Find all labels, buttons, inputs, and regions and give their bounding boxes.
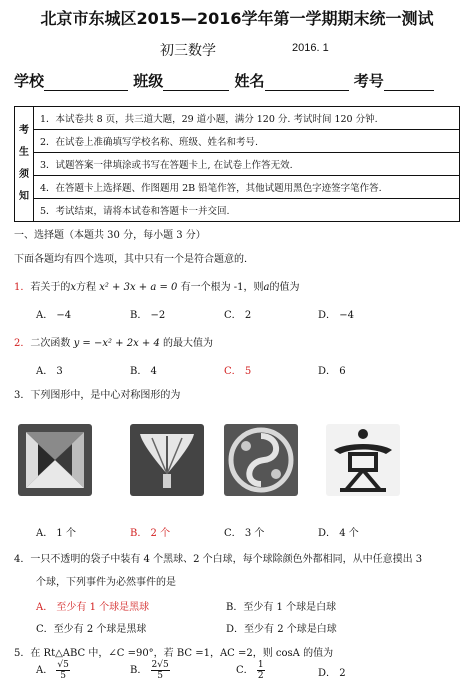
name-label: 姓名: [234, 72, 265, 90]
class-label: 班级: [133, 72, 164, 90]
question-2: [14, 334, 213, 349]
question-4-line-1: 4．一只不透明的袋子中装有 4 个黑球、2 个白球，每个球除颜色外都相同，从中任意摸出 3: [14, 554, 423, 565]
fan-figure: [130, 424, 204, 496]
id-label: 考号: [353, 72, 384, 90]
q2-option-c[interactable]: C． 5: [224, 366, 252, 377]
q5-option-label: C．: [236, 665, 254, 676]
school-label: 学校: [14, 72, 45, 90]
q3-option-a[interactable]: A． 1 个: [36, 528, 76, 539]
class-blank[interactable]: [163, 76, 229, 91]
pagoda-figure: [326, 424, 400, 496]
q2-option-b[interactable]: B． 4: [130, 366, 157, 377]
section-heading: 一、选择题（本题共 30 分，每小题 3 分）: [14, 230, 206, 241]
q2-number: 2．: [14, 338, 31, 349]
q5-fraction: [257, 660, 265, 681]
spiral-figure: [224, 424, 298, 496]
q3-option-d[interactable]: D． 4 个: [318, 528, 359, 539]
question-1: [14, 278, 299, 293]
fraction-numerator: 1: [257, 660, 264, 670]
exam-subject: 初三数学: [160, 43, 216, 59]
question-3: 3．下列图形中，是中心对称图形的为: [14, 390, 181, 401]
q2-text: 的最大值为: [163, 338, 213, 349]
fraction-denominator: 5: [60, 671, 67, 681]
q1-equation: x² + 3x + a = 0: [99, 282, 178, 293]
q2-option-d[interactable]: D． 6: [318, 366, 346, 377]
id-blank[interactable]: [384, 76, 434, 91]
fraction-numerator: 2√5: [151, 660, 169, 670]
q2-text: 二次函数: [30, 338, 71, 349]
student-info-row: [14, 70, 462, 91]
q4-option-b[interactable]: B．至少有 1 个球是白球: [226, 602, 337, 613]
question-4-line-2: 个球，下列事件为必然事件的是: [36, 577, 176, 588]
notice-item: 1．本试卷共 8 页，共三道大题，29 道小题，满分 120 分. 考试时间 120 分钟.: [34, 107, 460, 130]
q2-equation: y = −x² + 2x + 4: [73, 338, 160, 349]
q4-option-a[interactable]: A． 至少有 1 个球是黑球: [36, 602, 150, 613]
fraction-denominator: 5: [157, 671, 163, 681]
question-5: 5．在 Rt△ABC 中，∠C =90°，若 BC =1，AC =2，则 cosA 的值为: [14, 648, 334, 659]
q1-text: 方程: [76, 282, 97, 293]
fraction-numerator: √5: [57, 660, 69, 670]
q5-option-b[interactable]: [130, 660, 170, 681]
q1-text: 若关于的: [30, 282, 71, 293]
q1-option-b[interactable]: B． −2: [130, 310, 166, 321]
exam-notice-table: [14, 106, 460, 222]
name-blank[interactable]: [265, 76, 349, 91]
q1-var-a: a: [263, 282, 270, 293]
q1-var-x: x: [70, 282, 77, 293]
notice-side-char: 知: [19, 191, 29, 202]
notice-side-char: 考: [19, 125, 29, 136]
notice-item: 3．试题答案一律填涂或书写在答题卡上, 在试卷上作答无效.: [34, 153, 460, 176]
q5-option-label: A．: [36, 665, 54, 676]
exam-title: 北京市东城区2015—2016学年第一学期期末统一测试: [40, 9, 434, 28]
q5-option-label: B．: [130, 665, 148, 676]
q3-option-c[interactable]: C． 3 个: [224, 528, 265, 539]
exam-date: 2016. 1: [292, 42, 329, 54]
q4-option-d[interactable]: D．至少有 2 个球是白球: [226, 624, 337, 635]
q5-option-a[interactable]: [36, 660, 70, 681]
notice-item: 2．在试卷上准确填写学校名称、班级、姓名和考号.: [34, 130, 460, 153]
section-instruction: 下面各题均有四个选项，其中只有一个是符合题意的．: [14, 254, 254, 265]
q5-fraction: [151, 660, 170, 681]
q5-option-d[interactable]: D． 2: [318, 668, 346, 679]
q5-option-c[interactable]: [236, 660, 265, 681]
q1-text: 有一个根为 -1，则: [180, 282, 264, 293]
pinwheel-figure: [18, 424, 92, 496]
notice-item: 4．在答题卡上选择题、作图题用 2B 铅笔作答，其他试题用黑色字迹签字笔作答.: [34, 176, 460, 199]
fraction-denominator: 2: [257, 671, 264, 681]
notice-item: 5．考试结束，请将本试卷和答题卡一并交回.: [34, 199, 460, 222]
q3-option-b[interactable]: B． 2 个: [130, 528, 171, 539]
q1-option-c[interactable]: C． 2: [224, 310, 252, 321]
notice-side-char: 须: [19, 169, 29, 180]
notice-side-label: [15, 107, 34, 222]
q1-number: 1．: [14, 282, 31, 293]
q1-option-a[interactable]: A． −4: [36, 310, 72, 321]
q5-fraction: [56, 660, 69, 681]
q1-text: 的值为: [269, 282, 300, 293]
school-blank[interactable]: [44, 76, 128, 91]
q1-option-d[interactable]: D． −4: [318, 310, 354, 321]
notice-side-char: 生: [19, 147, 29, 158]
q4-option-c[interactable]: C．至少有 2 个球是黑球: [36, 624, 147, 635]
q2-option-a[interactable]: A． 3: [36, 366, 63, 377]
